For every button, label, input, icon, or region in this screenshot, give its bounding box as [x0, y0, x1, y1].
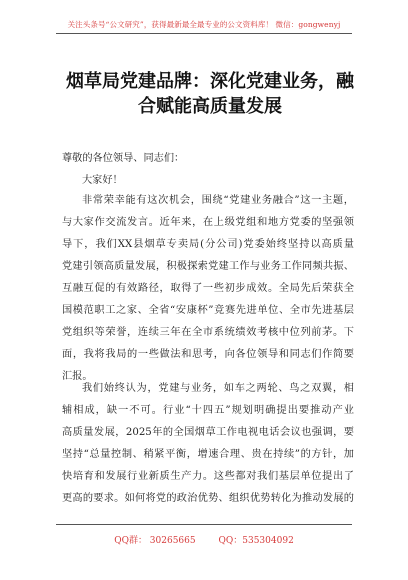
header-divider	[56, 33, 352, 34]
text-line: 非常荣幸能有这次机会，围绕“党建业务融合”这一主题，	[82, 195, 354, 206]
text-line: 坚持“总量控制、稍紧平衡，增速合理、贵在持续”的方针，加	[62, 449, 354, 460]
text-line: 我们始终认为，党建与业务，如车之两轮、鸟之双翼，相	[82, 383, 354, 394]
text-line: 面，我将我局的一些做法和思考，向各位领导和同志们作简要	[62, 349, 354, 360]
salutation: 大家好！	[82, 175, 123, 186]
text-line: 高质量发展，2025年的全国烟草工作电视电话会议也强调，要	[62, 427, 354, 438]
title-line: 烟草局党建品牌：深化党建业务，融	[66, 71, 354, 92]
text-line: 党组织等荣誉，连续三年在全市系统绩效考核中位列前茅。下	[62, 327, 354, 338]
text-line: 快培育和发展行业新质生产力。这些都对我们基层单位提出了	[62, 471, 354, 482]
text-line: 更高的要求。如何将党的政治优势、组织优势转化为推动发展的	[62, 493, 354, 504]
footer-contact	[0, 533, 408, 546]
text-line: 汇报。	[62, 371, 93, 382]
greeting: 尊敬的各位领导、同志们：	[62, 153, 185, 164]
text-line: 国模范职工之家、全省“安康杯”竞赛先进单位、全市先进基层	[62, 305, 354, 316]
footer-divider	[56, 524, 352, 525]
header-notice: 关注头条号“公文研究”，获得最新最全最专业的公文资料库！ 微信：gongwenyj	[67, 20, 341, 29]
text-line: 导下，我们XX县烟草专卖局(分公司)党委始终坚持以高质量	[62, 239, 354, 250]
paragraph-1	[62, 190, 354, 388]
title-line: 合赋能高质量发展	[138, 96, 282, 117]
footer-qq: QQ：535304092	[218, 536, 294, 546]
document-title	[60, 69, 360, 119]
paragraph-2	[62, 378, 354, 510]
text-line: 辅相成，缺一不可。行业“十四五”规划明确提出要推动产业	[62, 405, 354, 416]
text-line: 党建引领高质量发展，积极探索党建工作与业务工作同频共振、	[62, 261, 354, 272]
text-line: 与大家作交流发言。近年来，在上级党组和地方党委的坚强领	[62, 217, 354, 228]
text-line: 互融互促的有效路径，取得了一些初步成效。全局先后荣获全	[62, 283, 354, 294]
footer-qq-group: QQ群： 30265665	[114, 536, 196, 546]
